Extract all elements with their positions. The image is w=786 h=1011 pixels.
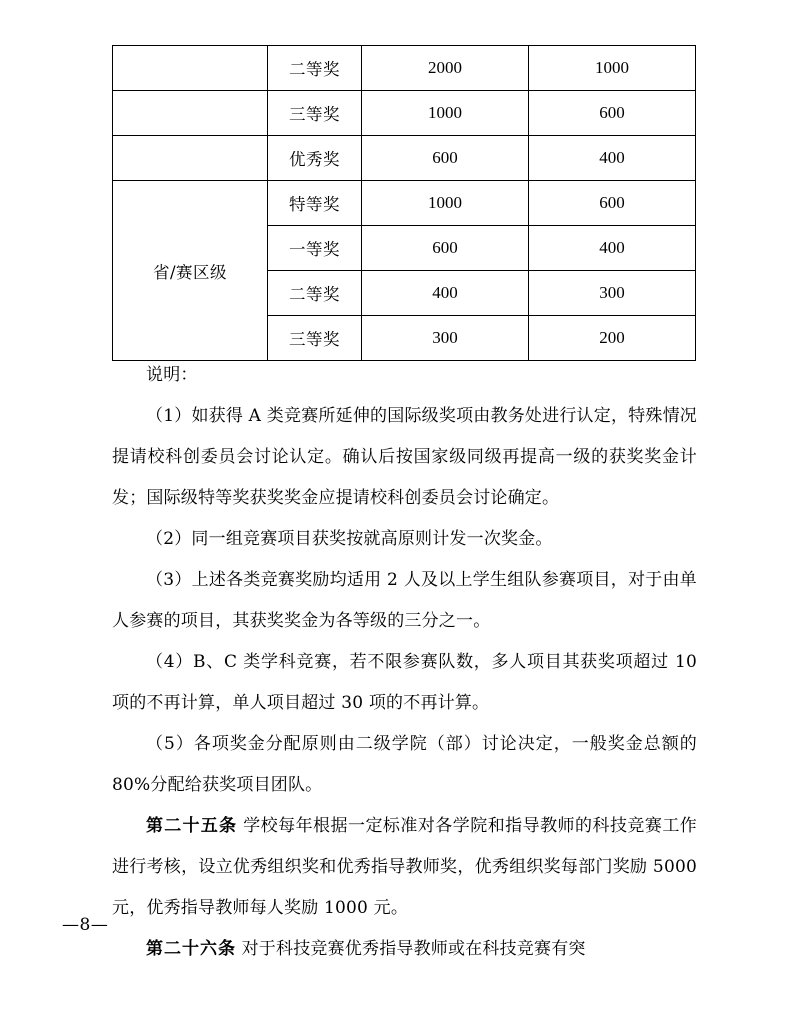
award-amount-table [112, 45, 696, 361]
amount-a-cell: 300 [362, 316, 529, 361]
note-item-1: （1）如获得 A 类竞赛所延伸的国际级奖项由教务处进行认定，特殊情况提请校科创委员会讨论认定。确认后按国家级同级再提高一级的获奖奖金计发；国际级特等奖获奖奖金应提请校科创委员会讨论确定。 [112, 406, 697, 508]
amount-b-cell: 300 [529, 271, 696, 316]
article-26-text: 对于科技竞赛优秀指导教师或在科技竞赛有突 [236, 939, 586, 959]
level-cell: 三等奖 [268, 91, 362, 136]
category-cell [113, 136, 268, 181]
article-25 [112, 806, 697, 929]
amount-a-cell: 400 [362, 271, 529, 316]
category-cell [113, 91, 268, 136]
article-26-title: 第二十六条 [146, 939, 236, 959]
note-label: 说明： [146, 365, 198, 385]
amount-a-cell: 1000 [362, 91, 529, 136]
amount-b-cell: 1000 [529, 46, 696, 91]
category-cell-province: 省/赛区级 [113, 181, 268, 361]
amount-a-cell: 2000 [362, 46, 529, 91]
amount-a-cell: 1000 [362, 181, 529, 226]
amount-a-cell: 600 [362, 136, 529, 181]
page-number: —8— [62, 915, 109, 935]
article-25-title: 第二十五条 [146, 816, 238, 836]
amount-a-cell: 600 [362, 226, 529, 271]
level-cell: 优秀奖 [268, 136, 362, 181]
category-cell [113, 46, 268, 91]
article-25-text: 学校每年根据一定标准对各学院和指导教师的科技竞赛工作进行考核，设立优秀组织奖和优秀指导教师奖，优秀组织奖每部门奖励 5000 元，优秀指导教师每人奖励 1000 元。 [112, 816, 697, 918]
level-cell: 二等奖 [268, 46, 362, 91]
table-row [113, 181, 696, 226]
amount-b-cell: 400 [529, 136, 696, 181]
amount-b-cell: 600 [529, 91, 696, 136]
note-item-3: （3）上述各类竞赛奖励均适用 2 人及以上学生组队参赛项目，对于由单人参赛的项目，其获奖奖金为各等级的三分之一。 [112, 570, 697, 631]
body-text [112, 355, 697, 970]
level-cell: 三等奖 [268, 316, 362, 361]
level-cell: 特等奖 [268, 181, 362, 226]
amount-b-cell: 600 [529, 181, 696, 226]
award-table-body [113, 46, 696, 361]
article-26 [112, 929, 697, 970]
amount-b-cell: 400 [529, 226, 696, 271]
level-cell: 一等奖 [268, 226, 362, 271]
table-row [113, 46, 696, 91]
amount-b-cell: 200 [529, 316, 696, 361]
note-item-4: （4）B、C 类学科竞赛，若不限参赛队数，多人项目其获奖项超过 10 项的不再计算，单人项目超过 30 项的不再计算。 [112, 652, 697, 713]
table-row [113, 91, 696, 136]
note-item-2: （2）同一组竞赛项目获奖按就高原则计发一次奖金。 [146, 529, 553, 549]
table-row [113, 136, 696, 181]
note-item-5: （5）各项奖金分配原则由二级学院（部）讨论决定，一般奖金总额的 80%分配给获奖项目团队。 [112, 734, 697, 795]
level-cell: 二等奖 [268, 271, 362, 316]
